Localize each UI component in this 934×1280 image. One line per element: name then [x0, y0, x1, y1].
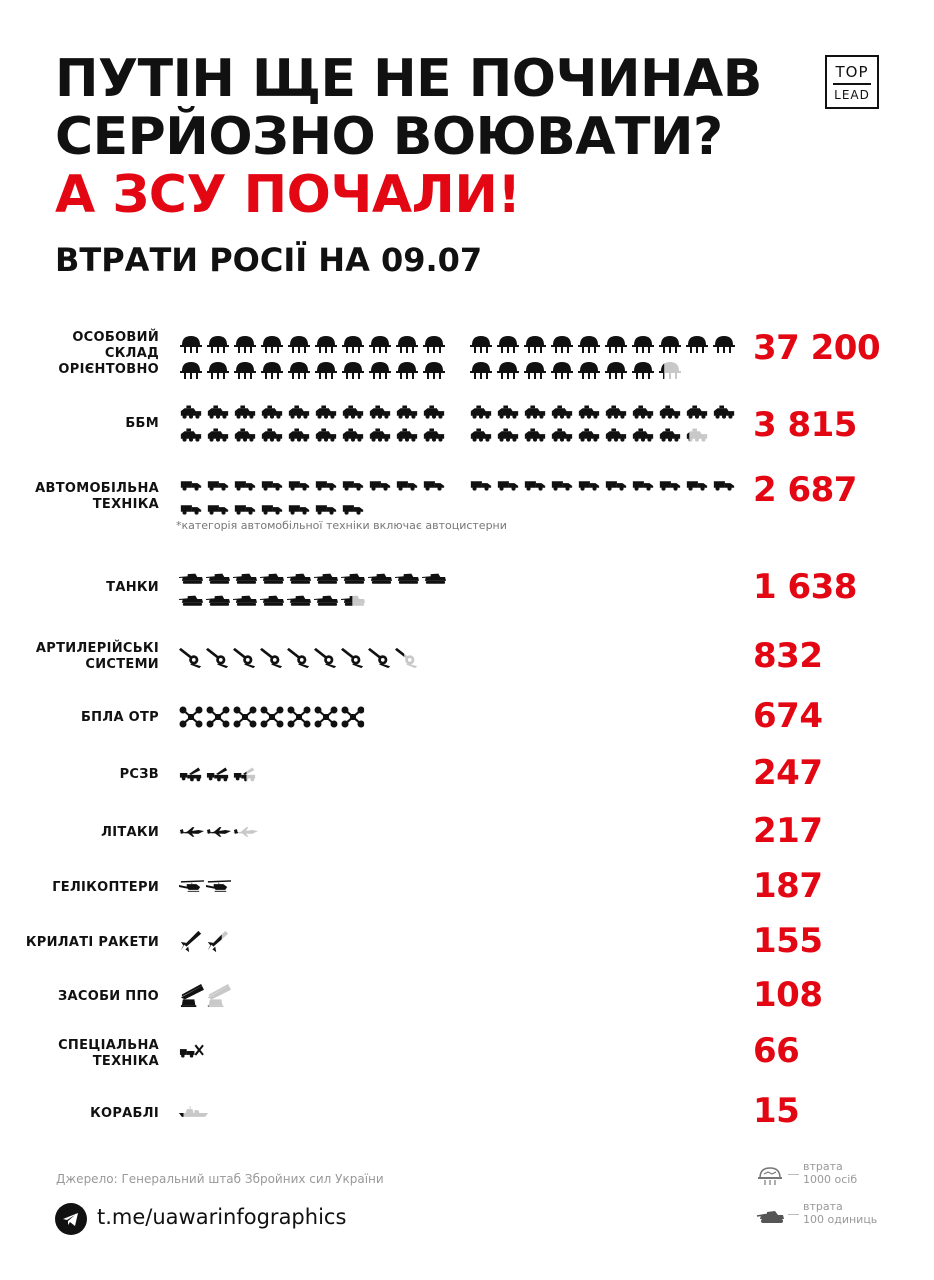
drone-icon [260, 706, 284, 728]
truck-icon [395, 477, 419, 492]
helmet-icon [422, 359, 446, 381]
row-label [0, 580, 159, 596]
helmet-icon [604, 359, 628, 381]
helmet-icon [233, 359, 257, 381]
armored-vehicle-icon [179, 427, 203, 443]
plane-icon [233, 825, 259, 838]
helmet-icon [469, 359, 493, 381]
helmet-icon [341, 333, 365, 355]
row-label-line: КРИЛАТІ РАКЕТИ [25, 935, 159, 950]
armored-vehicle-icon [469, 404, 493, 420]
armored-vehicle-icon [631, 427, 655, 443]
row-label [0, 880, 159, 896]
helmet-icon [314, 333, 338, 355]
headline-line-3: А ЗСУ ПОЧАЛИ! [55, 165, 521, 225]
helmet-icon [395, 359, 419, 381]
tank-icon [179, 571, 204, 585]
helmet-icon [631, 333, 655, 355]
helmet-icon [469, 333, 493, 355]
armored-vehicle-icon [395, 404, 419, 420]
row-value: 108 [753, 975, 823, 1015]
armored-vehicle-icon [233, 404, 257, 420]
helmet-icon [577, 333, 601, 355]
armored-vehicle-icon [422, 427, 446, 443]
helmet-icon [314, 359, 338, 381]
row-value: 1 638 [753, 567, 857, 607]
truck-icon [233, 501, 257, 516]
tank-icon [422, 571, 447, 585]
tank-icon [341, 571, 366, 585]
tank-icon [260, 571, 285, 585]
mlrs-icon [179, 764, 203, 782]
tank-icon [287, 593, 312, 607]
truck-icon [685, 477, 709, 492]
truck-icon [179, 501, 203, 516]
armored-vehicle-icon [631, 404, 655, 420]
armored-vehicle-icon [260, 404, 284, 420]
plane-icon [206, 825, 232, 838]
armored-vehicle-icon [206, 427, 230, 443]
armored-vehicle-icon [685, 404, 709, 420]
armored-vehicle-icon [287, 404, 311, 420]
truck-icon [712, 477, 736, 492]
armored-vehicle-icon [233, 427, 257, 443]
armored-vehicle-icon [496, 404, 520, 420]
legend-helmet-icon [755, 1164, 785, 1188]
helmet-icon [206, 359, 230, 381]
armored-vehicle-icon [314, 404, 338, 420]
drone-icon [233, 706, 257, 728]
armored-vehicle-icon [577, 427, 601, 443]
row-label-line: ЗАСОБИ ППО [57, 989, 159, 1004]
helmet-icon [523, 359, 547, 381]
drone-icon [287, 706, 311, 728]
helmet-icon [577, 359, 601, 381]
legend-soldiers [755, 1160, 895, 1194]
row-label-line: ОРІЄНТОВНО [58, 362, 159, 377]
row-label-line: БПЛА ОТР [80, 710, 159, 725]
legend-soldiers-text [803, 1160, 857, 1186]
plane-icon [179, 825, 205, 838]
row-label-line: АРТИЛЕРІЙСЬКІ [35, 641, 159, 656]
helmet-icon [395, 333, 419, 355]
row-label [0, 710, 159, 726]
helmet-icon [658, 333, 682, 355]
row-value: 247 [753, 753, 823, 793]
tank-icon [368, 571, 393, 585]
truck-icon [604, 477, 628, 492]
logo-text-lead: LEAD [834, 88, 870, 102]
mlrs-icon [206, 764, 230, 782]
tank-icon [341, 593, 366, 607]
truck-icon [550, 477, 574, 492]
row-label-line: ТАНКИ [106, 580, 159, 595]
truck-icon [287, 501, 311, 516]
truck-icon [287, 477, 311, 492]
armored-vehicle-icon [604, 427, 628, 443]
tank-icon [233, 571, 258, 585]
artillery-icon [395, 646, 419, 670]
legend-soldiers-line1: втрата [803, 1160, 843, 1173]
drone-icon [341, 706, 365, 728]
logo-text-top: TOP [835, 63, 869, 81]
drone-icon [206, 706, 230, 728]
headline-line-2: СЕРЙОЗНО ВОЮВАТИ? [55, 107, 723, 167]
artillery-icon [233, 646, 257, 670]
row-value: 37 200 [753, 328, 881, 368]
helmet-icon [685, 333, 709, 355]
truck-icon [179, 477, 203, 492]
tank-icon [314, 593, 339, 607]
row-footnote: *категорія автомобільної техніки включає автоцистерни [176, 519, 507, 532]
armored-vehicle-icon [523, 427, 547, 443]
row-value: 2 687 [753, 470, 857, 510]
truck-icon [260, 501, 284, 516]
row-value: 674 [753, 696, 823, 736]
legend-equipment-line2: 100 одиниць [803, 1213, 878, 1226]
armored-vehicle-icon [604, 404, 628, 420]
artillery-icon [179, 646, 203, 670]
legend-tank-icon [755, 1204, 785, 1228]
artillery-icon [287, 646, 311, 670]
row-label [0, 481, 159, 513]
truck-icon [206, 501, 230, 516]
armored-vehicle-icon [179, 404, 203, 420]
row-label [0, 330, 159, 378]
row-label-line: ОСОБОВИЙ [72, 330, 159, 345]
row-label-line: СИСТЕМИ [85, 657, 159, 672]
truck-icon [496, 477, 520, 492]
armored-vehicle-icon [523, 404, 547, 420]
telegram-icon[interactable] [55, 1203, 87, 1235]
helmet-icon [368, 333, 392, 355]
armored-vehicle-icon [422, 404, 446, 420]
tank-icon [260, 593, 285, 607]
armored-vehicle-icon [496, 427, 520, 443]
helmet-icon [206, 333, 230, 355]
helmet-icon [287, 359, 311, 381]
row-label [0, 825, 159, 841]
row-label-line: ЛІТАКИ [101, 825, 159, 840]
truck-icon [577, 477, 601, 492]
armored-vehicle-icon [341, 427, 365, 443]
helmet-icon [712, 333, 736, 355]
drone-icon [314, 706, 338, 728]
helmet-icon [550, 333, 574, 355]
armored-vehicle-icon [469, 427, 493, 443]
helmet-icon [496, 359, 520, 381]
helmet-icon [179, 359, 203, 381]
row-label [0, 989, 159, 1005]
special-vehicle-icon [179, 1043, 205, 1059]
truck-icon [341, 501, 365, 516]
truck-icon [469, 477, 493, 492]
helmet-icon [523, 333, 547, 355]
row-label [0, 416, 159, 432]
helmet-icon [658, 359, 682, 381]
artillery-icon [314, 646, 338, 670]
row-value: 155 [753, 921, 823, 961]
row-label [0, 1106, 159, 1122]
air-defense-icon [179, 984, 205, 1008]
row-value: 187 [753, 866, 823, 906]
tank-icon [287, 571, 312, 585]
armored-vehicle-icon [206, 404, 230, 420]
row-label-line: СКЛАД [104, 346, 159, 361]
helmet-icon [260, 359, 284, 381]
legend-dash [788, 1174, 799, 1175]
tank-icon [395, 571, 420, 585]
telegram-link[interactable]: t.me/uawarinfographics [97, 1205, 347, 1229]
row-label-line: РСЗВ [119, 767, 159, 782]
armored-vehicle-icon [658, 427, 682, 443]
legend-equipment [755, 1200, 895, 1234]
truck-icon [368, 477, 392, 492]
armored-vehicle-icon [314, 427, 338, 443]
helmet-icon [368, 359, 392, 381]
helicopter-icon [206, 879, 232, 893]
row-label-line: КОРАБЛІ [90, 1106, 159, 1121]
artillery-icon [341, 646, 365, 670]
armored-vehicle-icon [658, 404, 682, 420]
helmet-icon [341, 359, 365, 381]
helmet-icon [422, 333, 446, 355]
truck-icon [314, 477, 338, 492]
page-subtitle: ВТРАТИ РОСІЇ НА 09.07 [55, 241, 483, 279]
row-value: 832 [753, 636, 823, 676]
armored-vehicle-icon [550, 427, 574, 443]
truck-icon [422, 477, 446, 492]
artillery-icon [260, 646, 284, 670]
helmet-icon [233, 333, 257, 355]
row-label-line: ТЕХНІКА [92, 497, 159, 512]
legend-dash [788, 1214, 799, 1215]
helmet-icon [550, 359, 574, 381]
truck-icon [260, 477, 284, 492]
helmet-icon [496, 333, 520, 355]
row-label-line: АВТОМОБІЛЬНА [35, 481, 159, 496]
row-value: 3 815 [753, 405, 857, 445]
row-label-line: СПЕЦІАЛЬНА [58, 1038, 159, 1053]
helmet-icon [604, 333, 628, 355]
ship-icon [179, 1106, 209, 1118]
armored-vehicle-icon [685, 427, 709, 443]
legend-soldiers-line2: 1000 осіб [803, 1173, 858, 1186]
row-label-line: ТЕХНІКА [92, 1054, 159, 1069]
tank-icon [314, 571, 339, 585]
armored-vehicle-icon [395, 427, 419, 443]
row-label [0, 935, 159, 951]
artillery-icon [206, 646, 230, 670]
missile-icon [206, 930, 230, 954]
armored-vehicle-icon [368, 404, 392, 420]
armored-vehicle-icon [550, 404, 574, 420]
helmet-icon [631, 359, 655, 381]
legend-equipment-line1: втрата [803, 1200, 843, 1213]
truck-icon [631, 477, 655, 492]
armored-vehicle-icon [712, 404, 736, 420]
truck-icon [233, 477, 257, 492]
armored-vehicle-icon [260, 427, 284, 443]
row-value: 217 [753, 811, 823, 851]
source-note: Джерело: Генеральний штаб Збройних сил України [56, 1172, 384, 1186]
tank-icon [179, 593, 204, 607]
truck-icon [206, 477, 230, 492]
headline-line-1: ПУТІН ЩЕ НЕ ПОЧИНАВ [55, 49, 762, 109]
armored-vehicle-icon [287, 427, 311, 443]
helmet-icon [287, 333, 311, 355]
drone-icon [179, 706, 203, 728]
tank-icon [206, 593, 231, 607]
truck-icon [314, 501, 338, 516]
legend-equipment-text [803, 1200, 877, 1226]
row-label [0, 767, 159, 783]
truck-icon [658, 477, 682, 492]
air-defense-icon [206, 984, 232, 1008]
row-label-line: ББМ [125, 416, 159, 431]
armored-vehicle-icon [577, 404, 601, 420]
helmet-icon [179, 333, 203, 355]
row-value: 15 [753, 1091, 800, 1131]
tank-icon [233, 593, 258, 607]
helicopter-icon [179, 879, 205, 893]
row-label [0, 641, 159, 673]
helmet-icon [260, 333, 284, 355]
tank-icon [206, 571, 231, 585]
mlrs-icon [233, 764, 257, 782]
row-label-line: ГЕЛІКОПТЕРИ [52, 880, 159, 895]
row-value: 66 [753, 1031, 800, 1071]
truck-icon [523, 477, 547, 492]
armored-vehicle-icon [368, 427, 392, 443]
missile-icon [179, 930, 203, 954]
row-label [0, 1038, 159, 1070]
truck-icon [341, 477, 365, 492]
armored-vehicle-icon [341, 404, 365, 420]
artillery-icon [368, 646, 392, 670]
